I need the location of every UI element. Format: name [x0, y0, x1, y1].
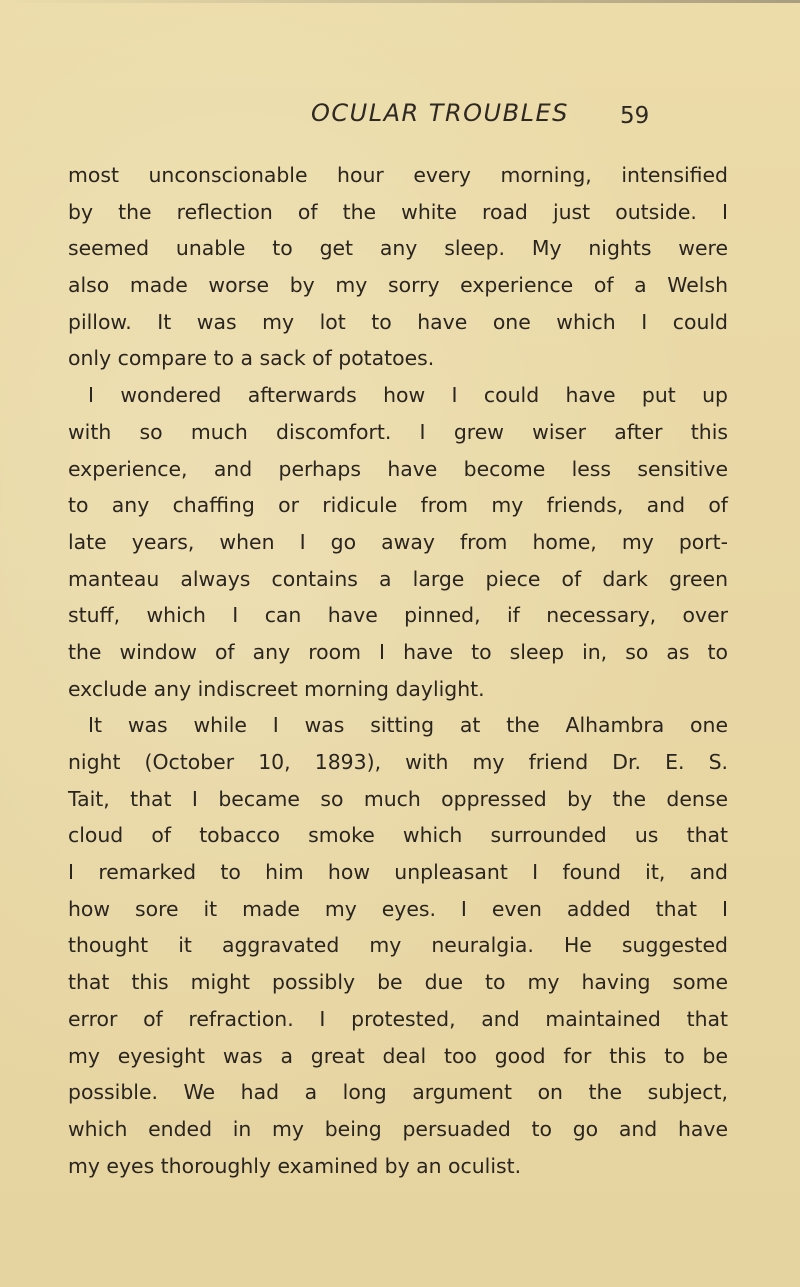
text-line: I wondered afterwards how I could have put up: [88, 383, 728, 408]
text-line: thought it aggravated my neuralgia. He suggested: [68, 933, 728, 958]
text-line: possible. We had a long argument on the subject,: [68, 1080, 728, 1105]
text-line: error of refraction. I protested, and maintained that: [68, 1006, 728, 1031]
text-line: cloud of tobacco smoke which surrounded us that: [68, 823, 728, 848]
text-line: with so much discomfort. I grew wiser after this: [68, 419, 728, 444]
text-line: stuff, which I can have pinned, if necessary, over: [68, 603, 728, 628]
text-line: my eyesight was a great deal too good for this to be: [68, 1043, 728, 1068]
body-text: [68, 157, 728, 1184]
running-head: [0, 99, 800, 139]
text-line: also made worse by my sorry experience of a Welsh: [68, 273, 728, 298]
page-top-edge: [0, 0, 800, 3]
text-line: pillow. It was my lot to have one which I could: [68, 309, 728, 334]
text-line: the window of any room I have to sleep in, so as to: [68, 639, 728, 664]
text-line: exclude any indiscreet morning daylight.: [68, 676, 485, 701]
chapter-title: OCULAR TROUBLES: [311, 99, 569, 127]
text-line: only compare to a sack of potatoes.: [68, 346, 435, 371]
text-line: I remarked to him how unpleasant I found it, and: [68, 860, 728, 885]
text-line: seemed unable to get any sleep. My nights were: [68, 236, 728, 261]
text-line: my eyes thoroughly examined by an oculist.: [68, 1153, 522, 1178]
text-line: how sore it made my eyes. I even added that I: [68, 896, 728, 921]
text-line: manteau always contains a large piece of dark green: [68, 566, 728, 591]
text-line: experience, and perhaps have become less sensitive: [68, 456, 728, 481]
text-line: It was while I was sitting at the Alhambra one: [88, 713, 728, 738]
text-line: most unconscionable hour every morning, intensified: [68, 163, 728, 187]
text-line: night (October 10, 1893), with my friend Dr. E. S.: [68, 750, 728, 774]
text-line: late years, when I go away from home, my port-: [68, 529, 728, 554]
text-line: that this might possibly be due to my having some: [68, 970, 728, 995]
text-line: Tait, that I became so much oppressed by the dense: [68, 786, 728, 811]
text-line: which ended in my being persuaded to go and have: [68, 1116, 728, 1141]
text-line: to any chaffing or ridicule from my friends, and of: [68, 493, 728, 518]
page-number: 59: [620, 103, 650, 129]
text-line: by the reflection of the white road just outside. I: [68, 199, 728, 224]
